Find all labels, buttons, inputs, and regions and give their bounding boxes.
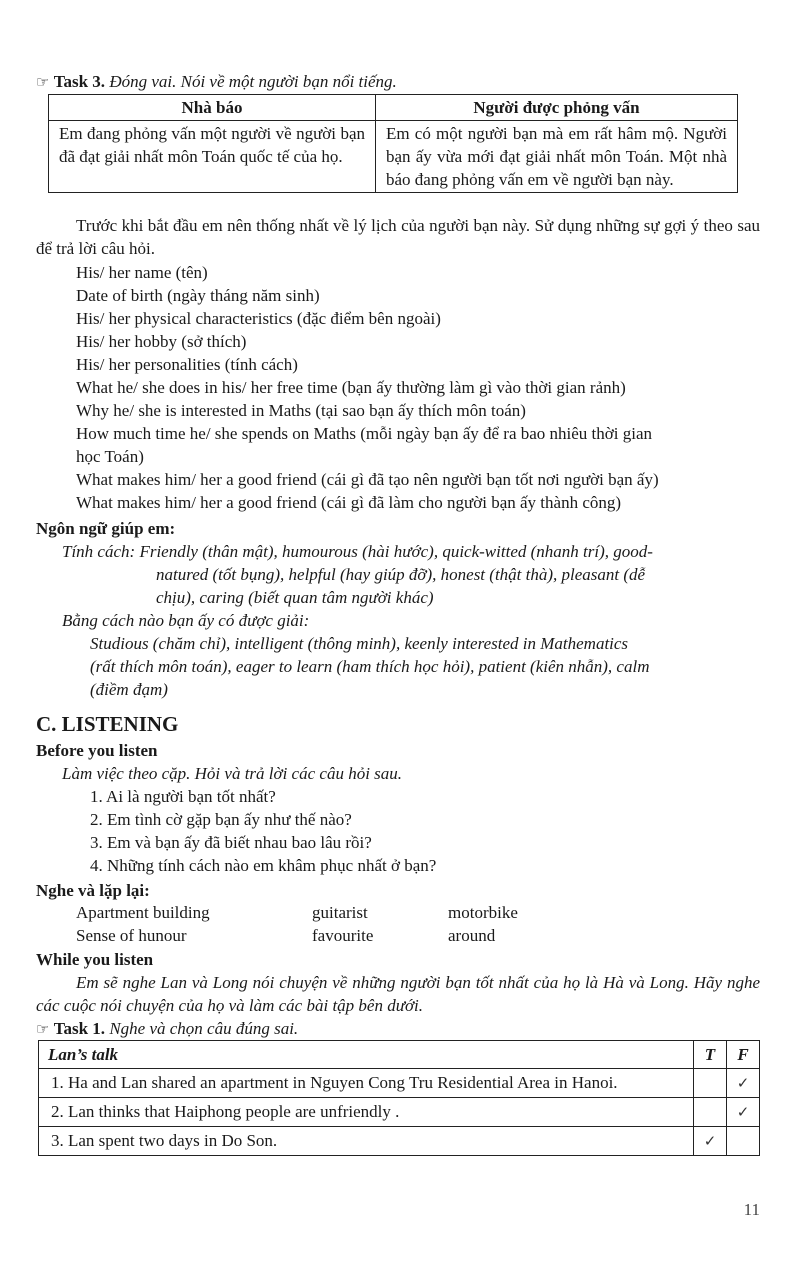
true-cell <box>694 1127 727 1156</box>
false-cell <box>727 1069 760 1098</box>
pointing-hand-icon: ☞ <box>36 73 50 91</box>
true-cell <box>694 1098 727 1127</box>
personality-text-1: Friendly (thân mật), humourous (hài hước), quick-witted (nhanh trí), good- <box>139 542 653 561</box>
personality-line-2: natured (tốt bụng), helpful (hay giúp đỡ), honest (thật thà), pleasant (dễ <box>156 565 646 584</box>
hint-item: học Toán) <box>76 447 144 466</box>
page-number: 11 <box>743 1200 760 1219</box>
hint-item: Why he/ she is interested in Maths (tại sao bạn ấy thích môn toán) <box>76 401 526 420</box>
before-listen-heading: Before you listen <box>36 741 158 760</box>
vocab-word: favourite <box>312 926 374 945</box>
task3-heading <box>36 70 397 94</box>
hint-item: What makes him/ her a good friend (cái gì đã làm cho người bạn ấy thành công) <box>76 493 622 512</box>
false-cell <box>727 1127 760 1156</box>
hint-item: Date of birth (ngày tháng năm sinh) <box>76 286 320 305</box>
true-false-table <box>38 1040 760 1156</box>
task3-instruction: Đóng vai. Nói về một người bạn nổi tiếng. <box>109 72 397 91</box>
success-line-1: Studious (chăm chỉ), intelligent (thông minh), keenly interested in Mathematics <box>90 634 629 653</box>
task1-instruction: Nghe và chọn câu đúng sai. <box>109 1019 299 1038</box>
success-label: Bằng cách nào bạn ấy có được giải: <box>62 611 310 630</box>
question-item: 3. Em và bạn ấy đã biết nhau bao lâu rồi? <box>90 833 372 852</box>
hint-item: His/ her physical characteristics (đặc điểm bên ngoài) <box>76 309 441 328</box>
task1-heading <box>36 1017 298 1041</box>
pointing-hand-icon: ☞ <box>36 1020 50 1038</box>
while-listen-heading: While you listen <box>36 950 154 969</box>
roleplay-table <box>48 94 738 193</box>
vocab-word: around <box>448 926 496 945</box>
table-row <box>39 1127 760 1156</box>
task3-label: Task 3. <box>53 72 106 91</box>
personality-label: Tính cách: <box>62 542 136 561</box>
false-column-header: F <box>727 1041 760 1069</box>
while-listen-text: Em sẽ nghe Lan và Long nói chuyện về những người bạn tốt nhất của họ là Hà và Long. Hãy nghe các cuộc nói chuyện của họ và làm các bài tập bên dưới. <box>36 973 760 1015</box>
task1-label: Task 1. <box>53 1019 106 1038</box>
personality-line-1 <box>62 540 653 563</box>
journalist-header: Nhà báo <box>49 95 376 121</box>
hint-item: His/ her hobby (sở thích) <box>76 332 247 351</box>
question-item: 4. Những tính cách nào em khâm phục nhất ở bạn? <box>90 856 437 875</box>
intro-paragraph: Trước khi bắt đầu em nên thống nhất về lý lịch của người bạn này. Sử dụng những sự gợi ý theo sau để trả lời câu hỏi. <box>36 216 760 258</box>
interviewee-header: Người được phỏng vấn <box>376 95 738 121</box>
hint-item: How much time he/ she spends on Maths (mỗi ngày bạn ấy để ra bao nhiêu thời gian <box>76 424 653 443</box>
personality-line-3: chịu), caring (biết quan tâm người khác) <box>156 588 434 607</box>
statement-cell: 1. Ha and Lan shared an apartment in Nguyen Cong Tru Residential Area in Hanoi. <box>39 1069 694 1098</box>
hint-item: His/ her personalities (tính cách) <box>76 355 298 374</box>
vocab-word: motorbike <box>448 903 518 922</box>
table-row <box>39 1098 760 1127</box>
check-mark-icon: ✓ <box>703 1132 717 1150</box>
hint-item: What he/ she does in his/ her free time (bạn ấy thường làm gì vào thời gian rảnh) <box>76 378 626 397</box>
hint-item: His/ her name (tên) <box>76 263 208 282</box>
vocab-word: Sense of hunour <box>76 926 187 945</box>
language-help-heading: Ngôn ngữ giúp em: <box>36 519 176 538</box>
false-cell <box>727 1098 760 1127</box>
success-line-2: (rất thích môn toán), eager to learn (ham thích học hỏi), patient (kiên nhẫn), calm <box>90 657 650 676</box>
interviewee-cell: Em có một người bạn mà em rất hâm mộ. Người bạn ấy vừa mới đạt giải nhất môn Toán. Một nhà báo đang phỏng vấn em về người bạn này. <box>376 121 738 193</box>
vocab-word: guitarist <box>312 903 368 922</box>
table-row <box>39 1069 760 1098</box>
check-mark-icon: ✓ <box>736 1103 750 1121</box>
section-title: C. LISTENING <box>36 712 179 736</box>
tf-header: Lan’s talk <box>39 1041 694 1069</box>
question-item: 2. Em tình cờ gặp bạn ấy như thế nào? <box>90 810 352 829</box>
vocab-word: Apartment building <box>76 903 210 922</box>
before-listen-instruction: Làm việc theo cặp. Hỏi và trả lời các câu hỏi sau. <box>62 764 403 783</box>
statement-cell: 3. Lan spent two days in Do Son. <box>39 1127 694 1156</box>
question-item: 1. Ai là người bạn tốt nhất? <box>90 787 276 806</box>
success-line-3: (điềm đạm) <box>90 680 168 699</box>
true-column-header: T <box>694 1041 727 1069</box>
repeat-heading: Nghe và lặp lại: <box>36 881 150 900</box>
true-cell <box>694 1069 727 1098</box>
check-mark-icon: ✓ <box>736 1074 750 1092</box>
hint-item: What makes him/ her a good friend (cái gì đã tạo nên người bạn tốt nơi người bạn ấy) <box>76 470 659 489</box>
statement-cell: 2. Lan thinks that Haiphong people are unfriendly . <box>39 1098 694 1127</box>
journalist-cell: Em đang phỏng vấn một người về người bạn đã đạt giải nhất môn Toán quốc tế của họ. <box>49 121 376 193</box>
